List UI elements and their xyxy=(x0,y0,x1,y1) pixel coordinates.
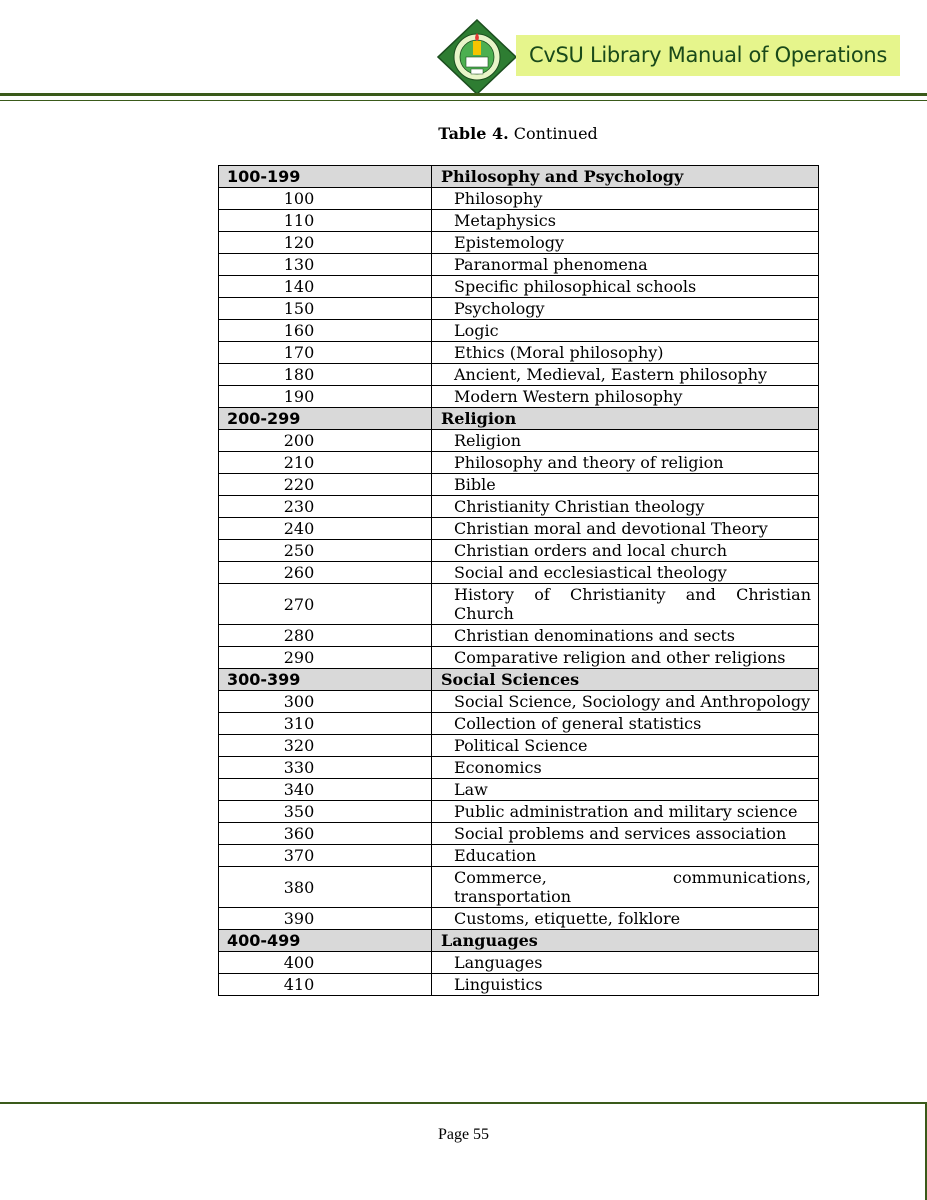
subject-name: Modern Western philosophy xyxy=(432,386,819,408)
section-header-row xyxy=(219,166,819,188)
subject-name: Social Science, Sociology and Anthropology xyxy=(432,691,819,713)
class-number-cell xyxy=(219,801,432,823)
class-number-cell xyxy=(219,188,432,210)
section-title: Philosophy and Psychology xyxy=(432,166,819,188)
class-number: 120 xyxy=(283,233,315,252)
class-number-cell xyxy=(219,952,432,974)
class-number: 240 xyxy=(283,519,315,538)
class-number-cell xyxy=(219,974,432,996)
class-number-cell xyxy=(219,496,432,518)
subject-name: Paranormal phenomena xyxy=(432,254,819,276)
class-number: 290 xyxy=(283,648,315,667)
class-number: 410 xyxy=(283,975,315,994)
class-number-cell xyxy=(219,276,432,298)
class-number: 140 xyxy=(283,277,315,296)
table-row xyxy=(219,779,819,801)
table-row xyxy=(219,625,819,647)
class-number: 390 xyxy=(283,909,315,928)
class-number: 350 xyxy=(283,802,315,821)
table-row xyxy=(219,210,819,232)
subject-name: Christianity Christian theology xyxy=(432,496,819,518)
class-number: 210 xyxy=(283,453,315,472)
class-number: 130 xyxy=(283,255,315,274)
class-number: 380 xyxy=(283,877,315,897)
subject-name: Philosophy xyxy=(432,188,819,210)
table-row xyxy=(219,908,819,930)
subject-name: Christian denominations and sects xyxy=(432,625,819,647)
class-number-cell xyxy=(219,908,432,930)
manual-title: CvSU Library Manual of Operations xyxy=(516,35,900,76)
class-number-cell xyxy=(219,518,432,540)
class-number-cell xyxy=(219,845,432,867)
section-title: Religion xyxy=(432,408,819,430)
table-row xyxy=(219,540,819,562)
subject-name: Law xyxy=(432,779,819,801)
subject-name: Collection of general statistics xyxy=(432,713,819,735)
table-row xyxy=(219,276,819,298)
table-row xyxy=(219,801,819,823)
table-row xyxy=(219,320,819,342)
class-number-cell xyxy=(219,584,432,625)
class-number-cell xyxy=(219,735,432,757)
class-number-cell xyxy=(219,647,432,669)
cvsu-seal-logo-icon xyxy=(437,19,517,95)
section-range: 200-299 xyxy=(219,408,432,430)
subject-name: Public administration and military science xyxy=(432,801,819,823)
header-rule-thin xyxy=(0,100,927,101)
class-number: 200 xyxy=(283,431,315,450)
class-number: 180 xyxy=(283,365,315,384)
table-row xyxy=(219,430,819,452)
subject-name: Political Science xyxy=(432,735,819,757)
class-number: 100 xyxy=(283,189,315,208)
table-row xyxy=(219,952,819,974)
class-number-cell xyxy=(219,562,432,584)
class-number-cell xyxy=(219,757,432,779)
class-number-cell xyxy=(219,430,432,452)
section-range: 300-399 xyxy=(219,669,432,691)
class-number-cell xyxy=(219,625,432,647)
subject-name: Bible xyxy=(432,474,819,496)
table-row xyxy=(219,298,819,320)
class-number: 270 xyxy=(283,594,315,614)
subject-name: Customs, etiquette, folklore xyxy=(432,908,819,930)
table-row xyxy=(219,823,819,845)
class-number: 110 xyxy=(283,211,315,230)
class-number-cell xyxy=(219,823,432,845)
class-number: 310 xyxy=(283,714,315,733)
section-header-row xyxy=(219,930,819,952)
table-row xyxy=(219,364,819,386)
table-caption-label: Table 4. xyxy=(438,124,509,143)
class-number: 330 xyxy=(283,758,315,777)
class-number: 300 xyxy=(283,692,315,711)
table-row xyxy=(219,735,819,757)
section-header-row xyxy=(219,669,819,691)
section-title: Languages xyxy=(432,930,819,952)
class-number-cell xyxy=(219,867,432,908)
subject-name: Education xyxy=(432,845,819,867)
class-number: 360 xyxy=(283,824,315,843)
section-range: 100-199 xyxy=(219,166,432,188)
class-number-cell xyxy=(219,474,432,496)
subject-name: Psychology xyxy=(432,298,819,320)
header-rule xyxy=(0,93,927,96)
table-row xyxy=(219,386,819,408)
subject-name: Social and ecclesiastical theology xyxy=(432,562,819,584)
subject-name: Philosophy and theory of religion xyxy=(432,452,819,474)
class-number: 370 xyxy=(283,846,315,865)
class-number-cell xyxy=(219,320,432,342)
table-row xyxy=(219,867,819,908)
class-number: 220 xyxy=(283,475,315,494)
class-number-cell xyxy=(219,254,432,276)
class-number-cell xyxy=(219,691,432,713)
class-number-cell xyxy=(219,540,432,562)
class-number: 170 xyxy=(283,343,315,362)
section-range: 400-499 xyxy=(219,930,432,952)
table-row xyxy=(219,518,819,540)
subject-name: Ancient, Medieval, Eastern philosophy xyxy=(432,364,819,386)
class-number-cell xyxy=(219,364,432,386)
class-number: 280 xyxy=(283,626,315,645)
subject-name: Linguistics xyxy=(432,974,819,996)
table-row xyxy=(219,845,819,867)
class-number: 400 xyxy=(283,953,315,972)
table-row xyxy=(219,584,819,625)
table-row xyxy=(219,713,819,735)
page-number: Page 55 xyxy=(437,1126,490,1143)
class-number-cell xyxy=(219,713,432,735)
table-row xyxy=(219,254,819,276)
table-row xyxy=(219,452,819,474)
class-number-cell xyxy=(219,298,432,320)
table-row xyxy=(219,974,819,996)
table-caption xyxy=(0,124,927,143)
table-row xyxy=(219,757,819,779)
table-row xyxy=(219,188,819,210)
subject-name: Commerce, communications, transportation xyxy=(432,867,819,908)
class-number-cell xyxy=(219,210,432,232)
table-row xyxy=(219,647,819,669)
class-number-cell xyxy=(219,386,432,408)
footer-rule xyxy=(0,1102,927,1104)
subject-name: Languages xyxy=(432,952,819,974)
table-row xyxy=(219,474,819,496)
subject-name: Christian moral and devotional Theory xyxy=(432,518,819,540)
subject-name: Social problems and services association xyxy=(432,823,819,845)
class-number: 320 xyxy=(283,736,315,755)
class-number: 260 xyxy=(283,563,315,582)
class-number: 340 xyxy=(283,780,315,799)
class-number-cell xyxy=(219,232,432,254)
class-number-cell xyxy=(219,342,432,364)
subject-name: Christian orders and local church xyxy=(432,540,819,562)
subject-name: Economics xyxy=(432,757,819,779)
section-title: Social Sciences xyxy=(432,669,819,691)
table-row xyxy=(219,342,819,364)
table-caption-text: Continued xyxy=(513,124,598,143)
class-number: 190 xyxy=(283,387,315,406)
class-number: 250 xyxy=(283,541,315,560)
class-number-cell xyxy=(219,452,432,474)
subject-name: Logic xyxy=(432,320,819,342)
subject-name: Religion xyxy=(432,430,819,452)
table-row xyxy=(219,496,819,518)
subject-name: Metaphysics xyxy=(432,210,819,232)
subject-name: History of Christianity and Christian Church xyxy=(432,584,819,625)
table-row xyxy=(219,562,819,584)
subject-name: Specific philosophical schools xyxy=(432,276,819,298)
subject-name: Epistemology xyxy=(432,232,819,254)
class-number-cell xyxy=(219,779,432,801)
table-row xyxy=(219,232,819,254)
section-header-row xyxy=(219,408,819,430)
subject-name: Ethics (Moral philosophy) xyxy=(432,342,819,364)
class-number: 160 xyxy=(283,321,315,340)
table-row xyxy=(219,691,819,713)
class-number: 230 xyxy=(283,497,315,516)
subject-name: Comparative religion and other religions xyxy=(432,647,819,669)
class-number: 150 xyxy=(283,299,315,318)
dewey-classification-table xyxy=(218,165,819,996)
